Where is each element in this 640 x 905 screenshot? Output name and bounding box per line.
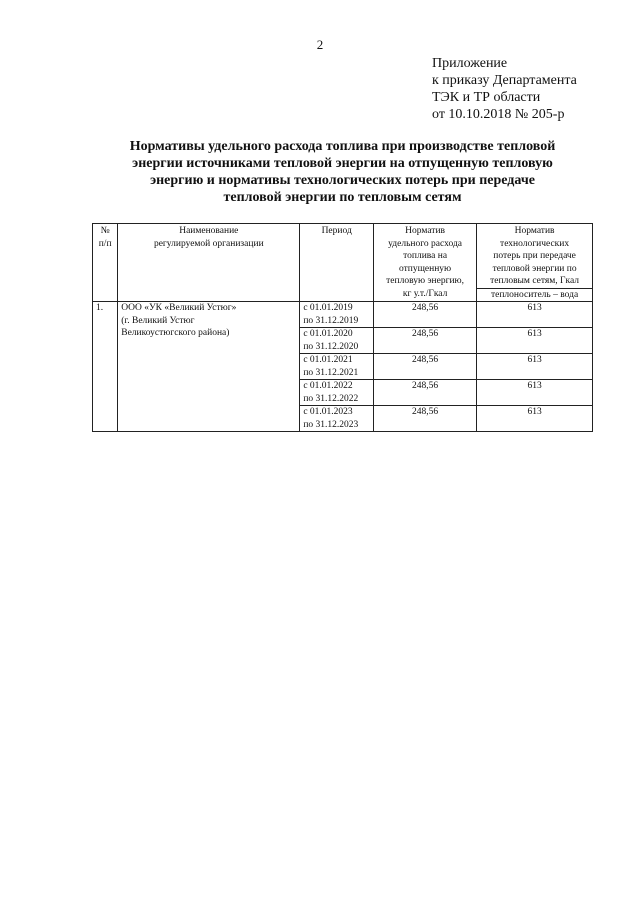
header-line: кг у.т./Гкал	[402, 288, 448, 299]
title-line: энергии источниками тепловой энергии на отпущенную тепловую	[132, 156, 553, 171]
period-from: с 01.01.2020	[303, 329, 353, 339]
period-from: с 01.01.2023	[303, 407, 353, 417]
header-line: Норматив	[405, 226, 446, 236]
fuel-norm-value: 248,56	[374, 354, 477, 380]
period-cell	[300, 354, 374, 380]
loss-norm-value: 613	[477, 380, 593, 406]
period-cell	[300, 328, 374, 354]
title-line: тепловой энергии по тепловым сетям	[223, 190, 462, 205]
fuel-norm-value: 248,56	[374, 380, 477, 406]
period-cell	[300, 406, 374, 432]
org-line: (г. Великий Устюг	[121, 315, 195, 326]
header-line: отпущенную	[399, 263, 452, 274]
header-line: Наименование	[179, 226, 239, 236]
period-cell	[300, 380, 374, 406]
period-to: по 31.12.2019	[303, 315, 359, 326]
fuel-norm-value: 248,56	[374, 406, 477, 432]
loss-norm-value: 613	[477, 354, 593, 380]
period-from: с 01.01.2019	[303, 303, 353, 313]
header-line: удельного расхода	[388, 238, 463, 249]
period-to: по 31.12.2022	[303, 393, 359, 404]
header-period	[300, 224, 374, 302]
norms-table	[92, 223, 593, 432]
fuel-norm-value: 248,56	[374, 328, 477, 354]
header-line: регулируемой организации	[153, 238, 264, 249]
organization-name	[118, 302, 300, 432]
loss-norm-value: 613	[477, 302, 593, 328]
appendix-block	[432, 55, 577, 123]
page-number: 2	[316, 37, 324, 52]
row-number: 1.	[93, 302, 118, 432]
org-line: ООО «УК «Великий Устюг»	[121, 303, 237, 313]
header-org	[118, 224, 300, 302]
period-from: с 01.01.2022	[303, 381, 353, 391]
loss-norm-value: 613	[477, 328, 593, 354]
appendix-line: от 10.10.2018 № 205-р	[432, 107, 565, 122]
org-line: Великоустюгского района)	[121, 328, 230, 338]
loss-norm-value: 613	[477, 406, 593, 432]
header-line: технологических	[500, 238, 570, 249]
header-line: топлива на	[403, 251, 448, 261]
period-to: по 31.12.2020	[303, 341, 359, 352]
header-line: тепловым сетям, Гкал	[490, 276, 580, 286]
appendix-line: Приложение	[432, 56, 508, 71]
header-loss-top	[480, 225, 589, 288]
appendix-line: ТЭК и ТР области	[432, 90, 541, 105]
header-line: №	[100, 226, 110, 236]
period-to: по 31.12.2021	[303, 367, 359, 378]
header-line: потерь при передаче	[493, 251, 576, 261]
header-line: п/п	[98, 238, 112, 249]
header-line: Норматив	[514, 226, 555, 236]
period-to: по 31.12.2023	[303, 419, 359, 430]
period-from: с 01.01.2021	[303, 355, 353, 365]
period-cell	[300, 302, 374, 328]
appendix-line: к приказу Департамента	[432, 73, 577, 88]
table-header-row	[93, 224, 593, 302]
header-line: тепловой энергии по	[492, 263, 577, 274]
header-fuel-norm	[374, 224, 477, 302]
header-line: Период	[321, 226, 352, 236]
document-title	[90, 138, 595, 206]
header-line: тепловую энергию,	[386, 276, 465, 286]
table-row	[93, 302, 593, 328]
header-loss-norm	[477, 224, 593, 302]
header-num	[93, 224, 118, 302]
fuel-norm-value: 248,56	[374, 302, 477, 328]
header-loss-subheader: теплоноситель – вода	[477, 288, 592, 302]
title-line: Нормативы удельного расхода топлива при производстве тепловой	[129, 139, 556, 154]
title-line: энергию и нормативы технологических потерь при передаче	[150, 173, 535, 188]
